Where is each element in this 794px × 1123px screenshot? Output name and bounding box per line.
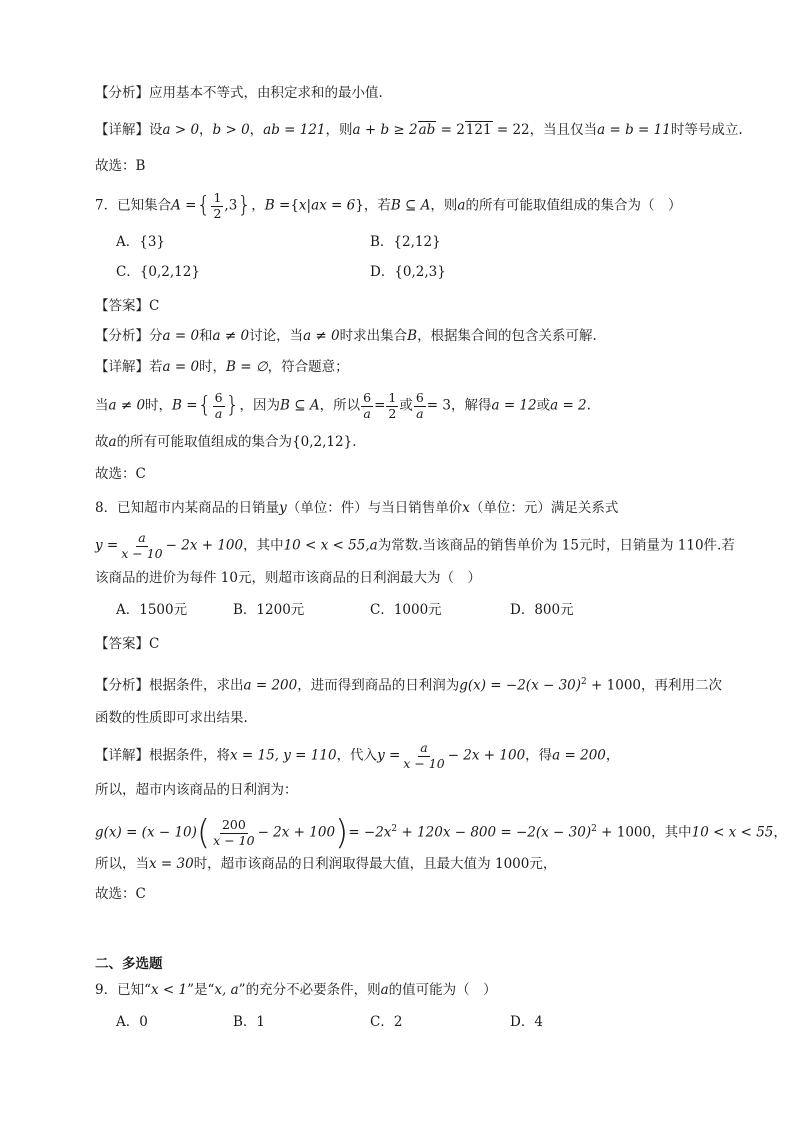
q8-answer: 【答案】C	[95, 636, 160, 652]
q8-option-c: C．1000元	[370, 602, 442, 618]
q6-analysis-line	[95, 83, 383, 103]
q8-choice-line: 故选：C	[95, 886, 146, 902]
q8-stem-1: 8．已知超市内某商品的日销量y（单位：件）与当日销售单价x（单位：元）满足关系式	[95, 500, 619, 516]
detail-tag: 【详解】	[95, 122, 149, 138]
math-ab-121: ab = 121	[263, 122, 326, 138]
q9-option-a: A．0	[116, 1014, 148, 1030]
section-heading-multiple-choice: 二、多选题	[95, 956, 163, 972]
q7-detail-2: 当a ≠ 0时，B ={ $\frac{6}{a}$ }，因为B ⊆ A，所以 $\frac{6}{a}$ = $\frac{1}{2}$ 或 $\frac{6}{a}$ = 3，解得a = 12或a = 2.	[95, 390, 591, 421]
q9-option-d: D．4	[510, 1014, 543, 1030]
q7-option-a: A．{3}	[116, 234, 166, 250]
q7-option-d: D．{0,2,3}	[370, 264, 446, 280]
q7-detail-1: 【详解】若a = 0时，B = ∅，符合题意；	[95, 359, 349, 375]
q9-stem: 9．已知“x < 1”是“x, a”的充分不必要条件，则a的值可能为（ ）	[95, 982, 497, 998]
q6-analysis-text: 应用基本不等式，由积定求和的最小值.	[149, 85, 383, 101]
q6-detail-line: 【详解】设a > 0，b > 0，ab = 121，则a + b ≥ 2ab = 2121 = 22，当且仅当a = b = 11时等号成立.	[95, 122, 743, 138]
q8-option-b: B．1200元	[233, 602, 305, 618]
q8-analysis-1: 【分析】根据条件，求出a = 200，进而得到商品的日利润为$g(x) = -2(x - 30)^2 + 1000$，再利用二次	[95, 677, 723, 694]
q9-option-b: B．1	[233, 1014, 266, 1030]
math-a-eq-b: a = b = 11	[597, 122, 671, 138]
q7-analysis: 【分析】分a = 0和a ≠ 0讨论，当a ≠ 0时求出集合B，根据集合间的包含关系可解.	[95, 328, 597, 344]
math-b-gt-0: b > 0	[212, 122, 250, 138]
math-sqrt-ab: ab	[418, 122, 436, 138]
q8-option-d: D．800元	[510, 602, 574, 618]
q8-detail-1: 【详解】根据条件，将x = 15, y = 110，代入y = $\frac{a}{x - 10}$ − 2x + 100，得a = 200，	[95, 740, 620, 771]
q9-option-c: C．2	[370, 1014, 403, 1030]
analysis-tag: 【分析】	[95, 85, 149, 101]
q7-answer: 【答案】C	[95, 298, 160, 314]
q7-stem: 7．已知集合A ={ $\frac{1}{2}$ ,3}，B ={x|ax = 6}，若B ⊆ A，则a的所有可能取值组成的集合为（ ）	[95, 190, 682, 221]
math-a-gt-0: a > 0	[162, 122, 200, 138]
q8-detail-2: 所以，超市内该商品的日利润为：	[95, 782, 298, 798]
q7-option-c: C．{0,2,12}	[116, 264, 200, 280]
q8-stem-2: y = $\frac{a}{x - 10}$ − 2x + 100，其中10 < x < 55,a为常数.当该商品的销售单价为 15元时，日销量为 110件.若	[95, 530, 735, 561]
math-inequality: a + b ≥ 2	[352, 122, 418, 138]
q8-analysis-2: 函数的性质即可求出结果.	[95, 710, 248, 726]
q7-option-b: B．{2,12}	[370, 234, 441, 250]
q6-choice-line: 故选：B	[95, 158, 146, 174]
q8-detail-4: 所以，当x = 30时，超市该商品的日利润取得最大值，且最大值为 1000元，	[95, 856, 557, 872]
math-sqrt-121: 121	[465, 122, 492, 138]
q7-choice-line: 故选：C	[95, 466, 146, 482]
q8-option-a: A．1500元	[116, 602, 188, 618]
q7-detail-3: 故a的所有可能取值组成的集合为{0,2,12}.	[95, 434, 357, 450]
q8-detail-3: g(x) = (x − 10)( $\frac{200}{x - 10}$ − $2x + 100)= -2x^2 + 120x - 800 = -2(x - 30)^2 + 1000$，其中10 < x < 55，	[95, 813, 787, 853]
q8-stem-3: 该商品的进价为每件 10元，则超市该商品的日利润最大为（ ）	[95, 570, 481, 586]
math-fraction-half: $\frac{1}{2}$	[213, 190, 222, 221]
